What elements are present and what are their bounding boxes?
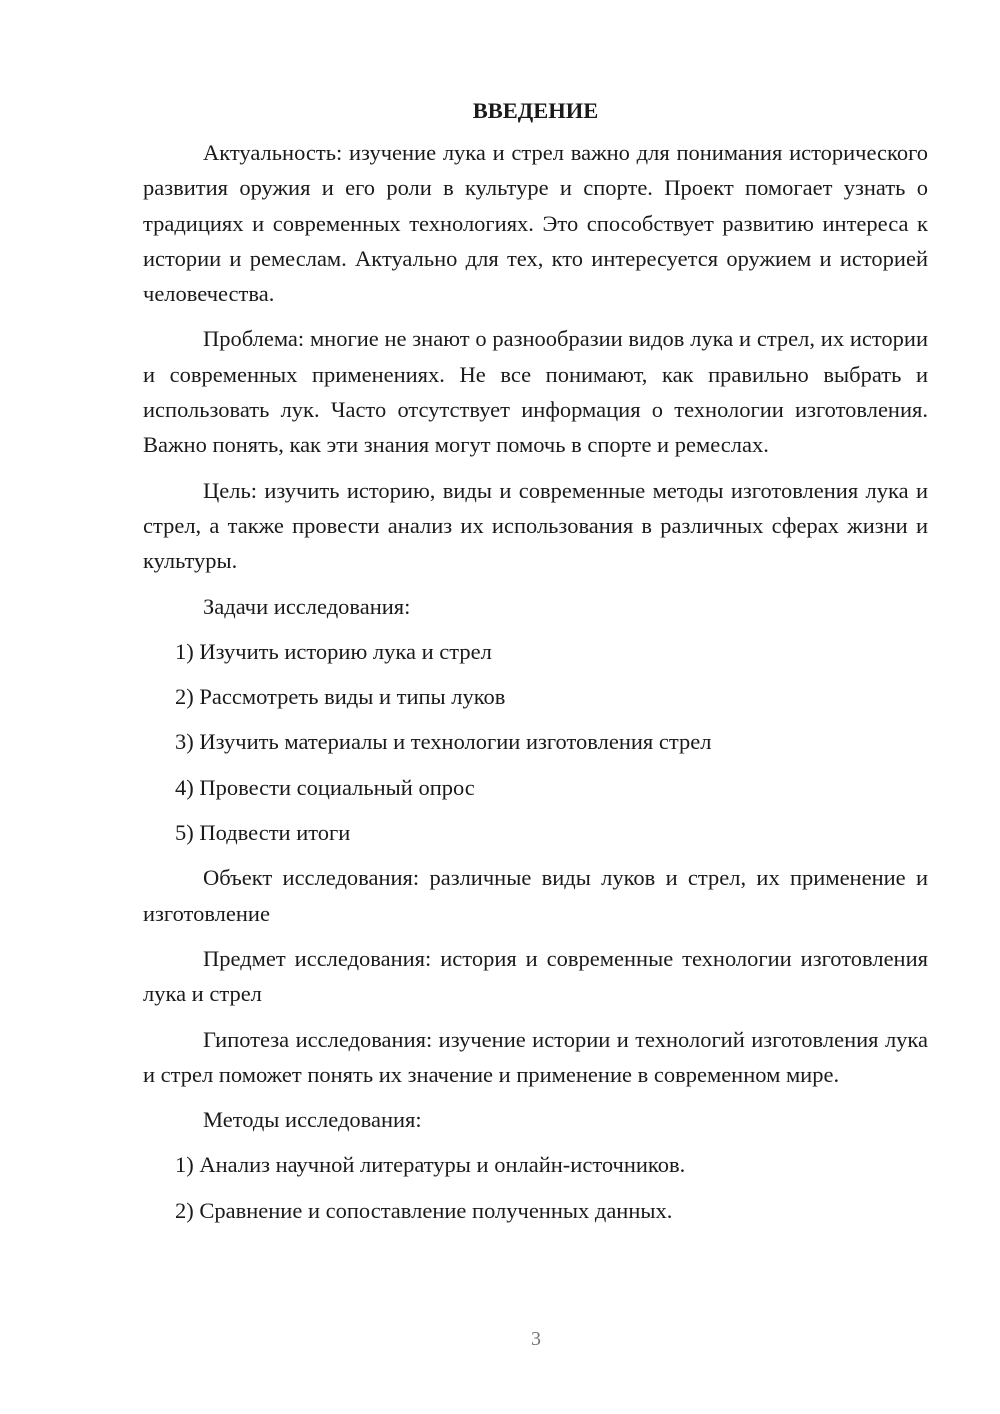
paragraph-object: Объект исследования: различные виды луков и стрел, их применение и изготовление bbox=[143, 865, 928, 926]
task-item: 2) Рассмотреть виды и типы луков bbox=[175, 684, 506, 710]
task-item: 1) Изучить историю лука и стрел bbox=[175, 638, 492, 664]
method-item: 1) Анализ научной литературы и онлайн-источников. bbox=[175, 1152, 686, 1178]
methods-heading: Методы исследования: bbox=[203, 1107, 422, 1133]
tasks-heading: Задачи исследования: bbox=[203, 593, 411, 619]
paragraph-hypothesis: Гипотеза исследования: изучение истории и технологий изготовления лука и стрел поможет понять их значение и применение в современном мире. bbox=[143, 1026, 928, 1087]
page-content bbox=[143, 96, 928, 1238]
paragraph-subject: Предмет исследования: история и современные технологии изготовления лука и стрел bbox=[143, 945, 928, 1007]
paragraph-problem: Проблема: многие не знают о разнообразии видов лука и стрел, их истории и современных применениях. Не все понимают, как правильно выбрать и использовать лук. Часто отсутствует информация о технологии изготовления. Важно понять, как эти знания могут помочь в спорте и ремеслах. bbox=[143, 326, 928, 458]
task-item: 3) Изучить материалы и технологии изготовления стрел bbox=[175, 729, 712, 755]
task-item: 4) Провести социальный опрос bbox=[175, 774, 475, 800]
paragraph-relevance: Актуальность: изучение лука и стрел важно для понимания исторического развития оружия и его роли в культуре и спорте. Проект помогает узнать о традициях и современных технологиях. Это способствует развитию интереса к истории и ремеслам. Актуально для тех, кто интересуется оружием и историей человечества. bbox=[143, 140, 928, 307]
section-title: ВВЕДЕНИЕ bbox=[472, 98, 599, 123]
page-number: 3 bbox=[531, 1328, 541, 1350]
method-item: 2) Сравнение и сопоставление полученных данных. bbox=[175, 1197, 673, 1223]
paragraph-goal: Цель: изучить историю, виды и современные методы изготовления лука и стрел, а также провести анализ их использования в различных сферах жизни и культуры. bbox=[143, 477, 928, 574]
task-item: 5) Подвести итоги bbox=[175, 820, 351, 846]
